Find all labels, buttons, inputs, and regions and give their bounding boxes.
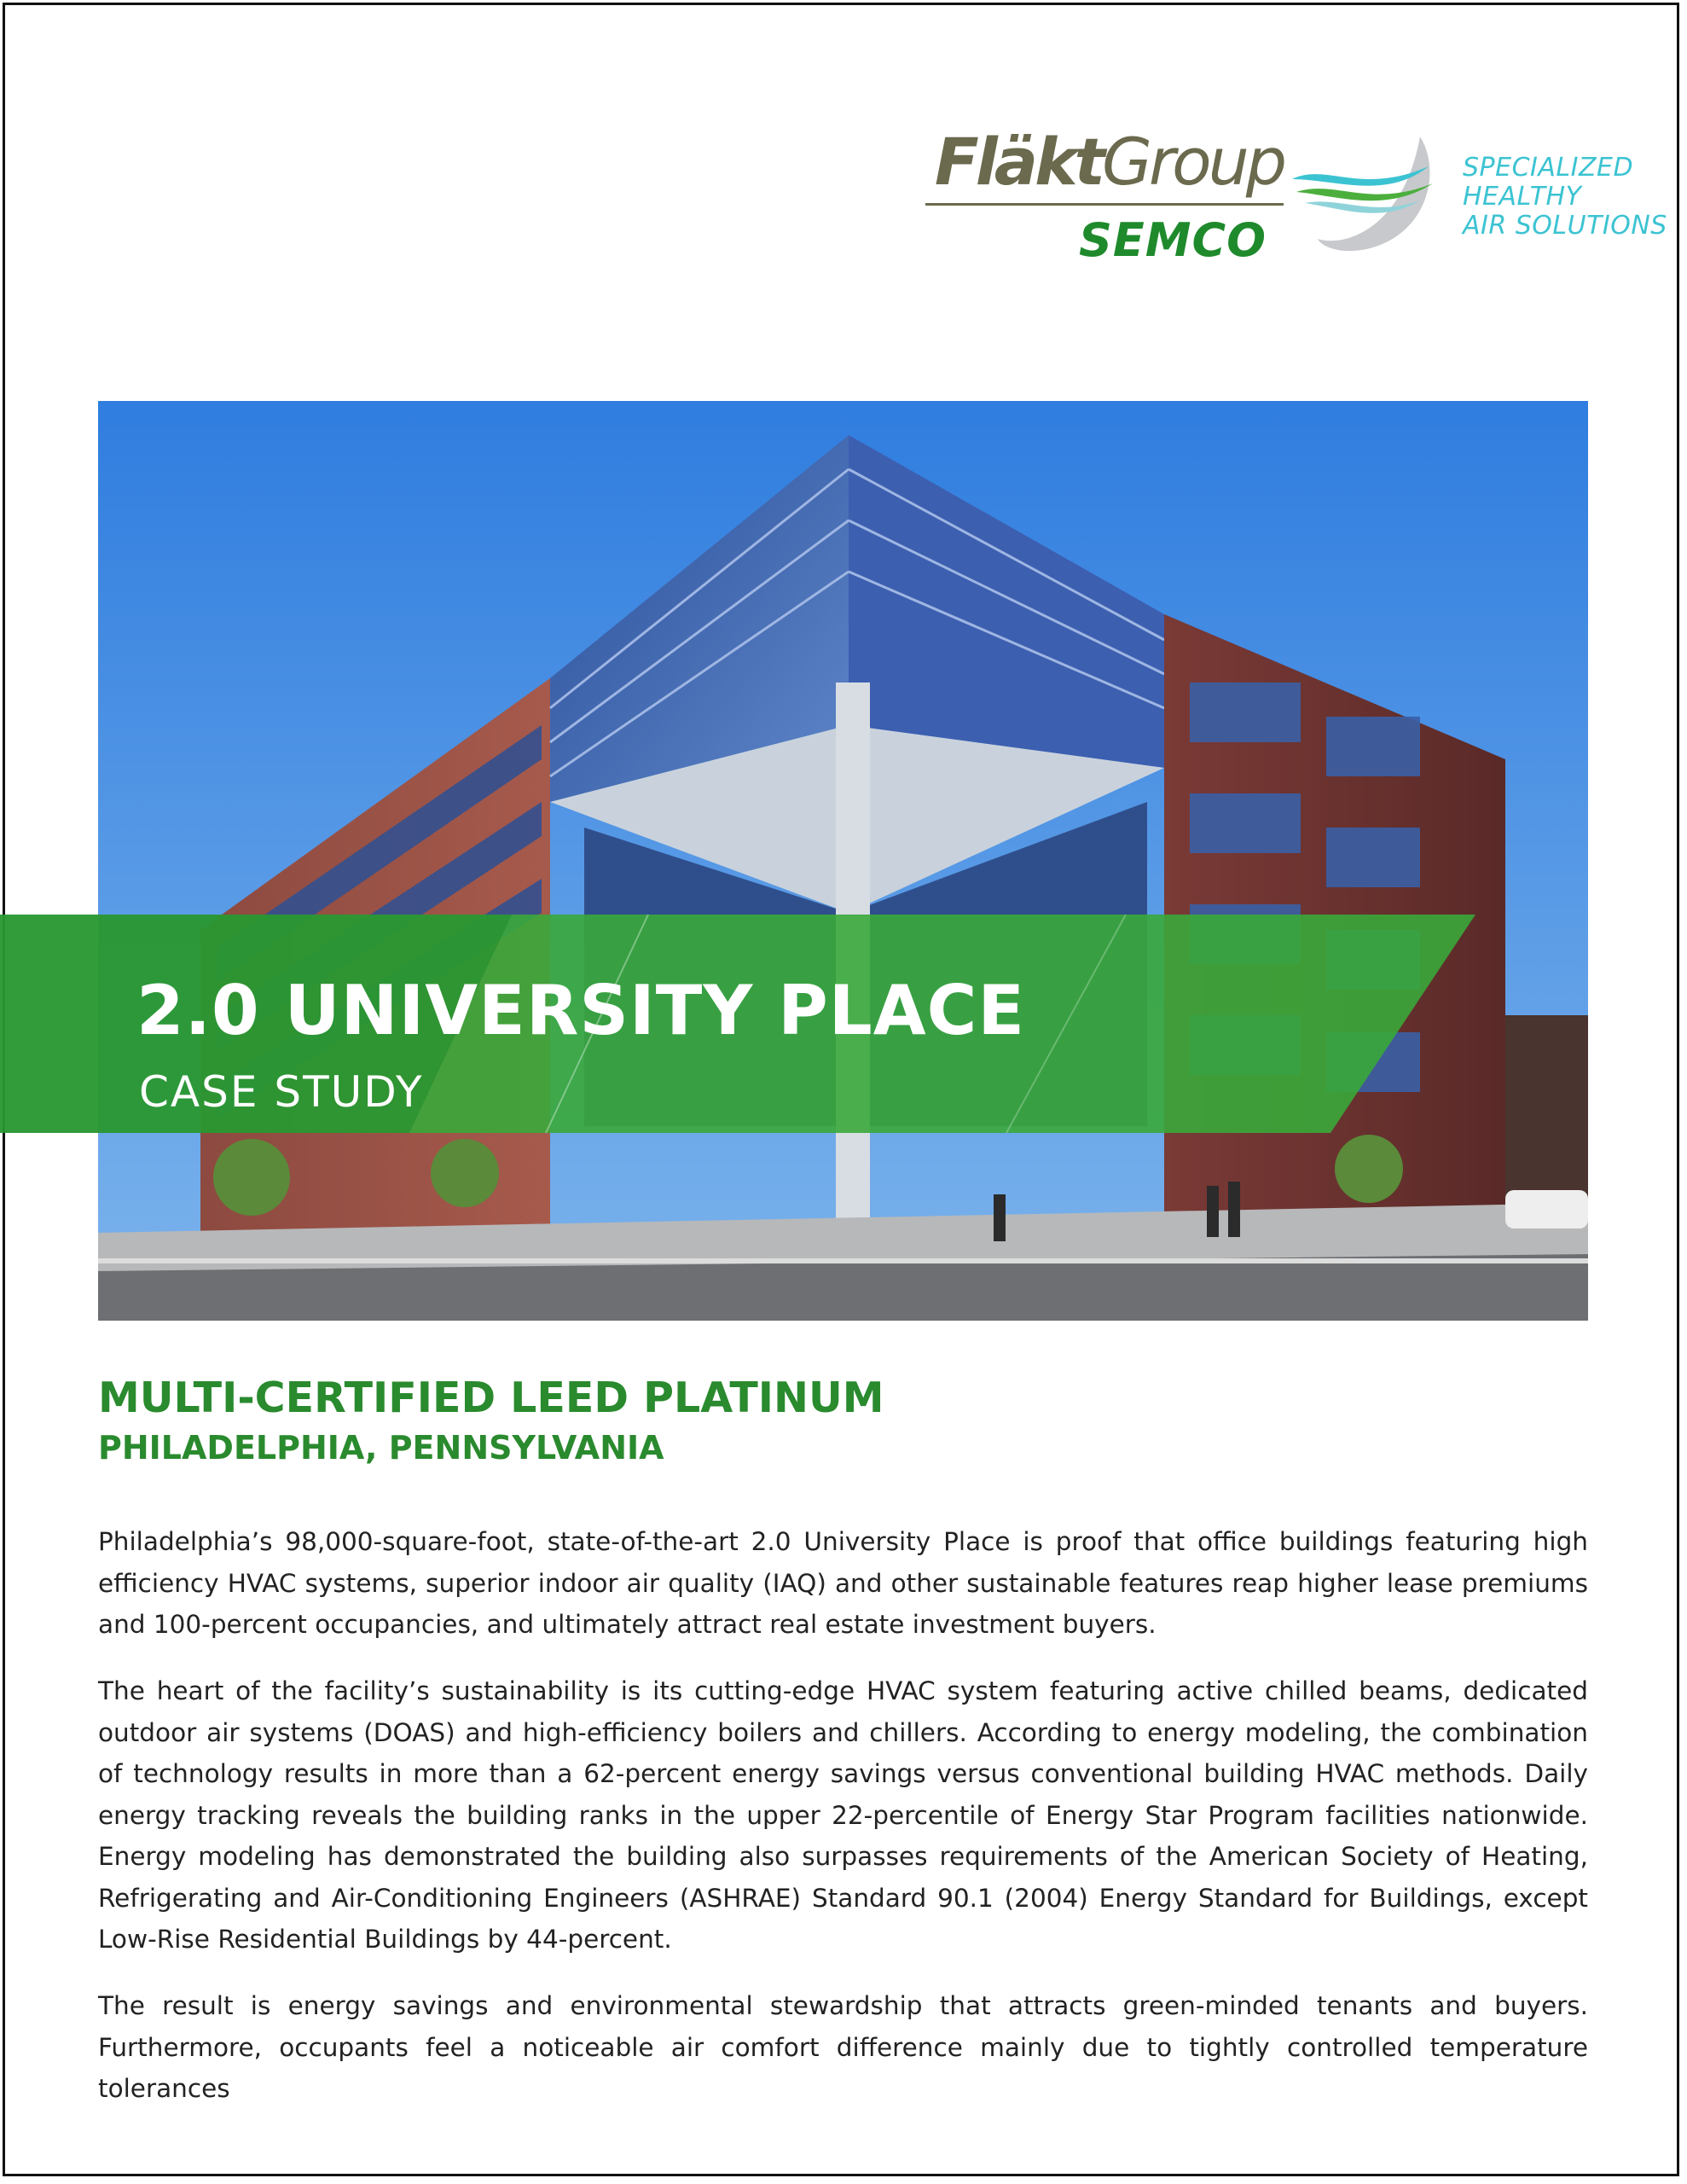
flaktgroup-wordmark bbox=[925, 124, 1284, 200]
location-subtitle: PHILADELPHIA, PENNSYLVANIA bbox=[98, 1429, 664, 1467]
body-paragraph-3: The result is energy savings and environmental stewardship that attracts green-minded tenants and buyers. Furthermore, occupants feel a noticeable air comfort difference mainly due to tightly controlled temperature tolerances bbox=[98, 1991, 1588, 2103]
logo-divider bbox=[925, 203, 1284, 206]
body-paragraph-1: Philadelphia’s 98,000-square-foot, state-of-the-art 2.0 University Place is proof that office buildings featuring high efficiency HVAC systems, superior indoor air quality (IAQ) and other sustainable features reap higher lease premiums and 100-percent occupancies, and ultimately attract real estate investment buyers. bbox=[98, 1527, 1588, 1639]
flaktgroup-semco-logo bbox=[925, 124, 1284, 267]
page-title: MULTI-CERTIFIED LEED PLATINUM bbox=[98, 1374, 884, 1422]
tagline-line-3: AIR SOLUTIONS bbox=[1463, 211, 1667, 241]
tagline-line-1: SPECIALIZED bbox=[1463, 153, 1634, 183]
semco-wordmark: SEMCO bbox=[1078, 213, 1267, 267]
banner-subtitle: CASE STUDY bbox=[139, 1067, 424, 1117]
body-paragraph-2: The heart of the facility’s sustainability is its cutting-edge HVAC system featuring active chilled beams, dedicated outdoor air systems (DOAS) and high-efficiency boilers and chillers. According to energy modeling, the combination of technology results in more than a 62-percent energy savings versus conventional building HVAC methods. Daily energy tracking reveals the building ranks in the upper 22-percentile of Energy Star Program facilities nationwide. Energy modeling has demonstrated the building also surpasses requirements of the American Society of Heating, Refrigerating and Air-Conditioning Engineers (ASHRAE) Standard 90.1 (2004) Energy Standard for Buildings, except Low-Rise Residential Buildings by 44-percent. bbox=[98, 1676, 1588, 1954]
building-photo bbox=[98, 401, 1588, 1321]
tagline-line-2: HEALTHY bbox=[1463, 182, 1582, 212]
logo-flakt-light: Group bbox=[1101, 124, 1284, 200]
logo-flakt-bold: Fläkt bbox=[934, 124, 1102, 200]
air-swoosh-icon bbox=[1292, 128, 1446, 256]
banner-title: 2.0 UNIVERSITY PLACE bbox=[136, 971, 1026, 1050]
tagline bbox=[1463, 154, 1684, 241]
